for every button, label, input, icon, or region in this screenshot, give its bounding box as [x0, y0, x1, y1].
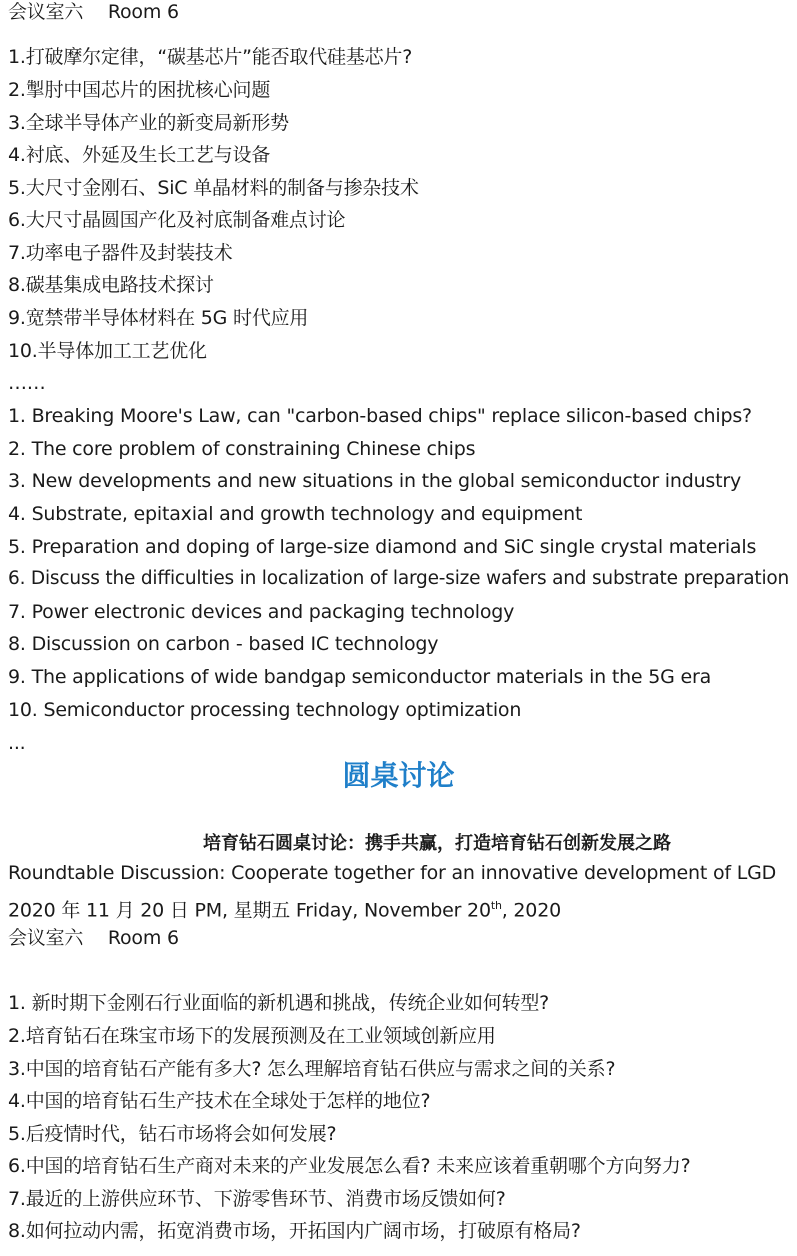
list-item: 6. Discuss the difficulties in localization of large-size wafers and substrate preparation	[8, 568, 790, 589]
date-year: , 2020	[501, 899, 561, 922]
list-item: 6.大尺寸晶圆国产化及衬底制备难点讨论	[8, 209, 346, 231]
list-item: 5.后疫情时代，钻石市场将会如何发展?	[8, 1123, 337, 1145]
list-item: 6.中国的培育钻石生产商对未来的产业发展怎么看? 未来应该着重朝哪个方向努力?	[8, 1155, 691, 1177]
section-heading: 圆桌讨论	[342, 759, 455, 792]
list-item: 4.中国的培育钻石生产技术在全球处于怎样的地位?	[8, 1090, 431, 1112]
list-item: 1. Breaking Moore's Law, can "carbon-based chips" replace silicon-based chips?	[8, 405, 752, 427]
list-item: 8. Discussion on carbon - based IC technology	[8, 633, 439, 655]
list-item: 4. Substrate, epitaxial and growth technology and equipment	[8, 503, 583, 525]
list-item: 1.打破摩尔定律，“碳基芯片”能否取代硅基芯片?	[8, 46, 413, 68]
roundtable-title-cn: 培育钻石圆桌讨论：携手共赢，打造培育钻石创新发展之路	[203, 833, 671, 854]
date-ordinal: th	[490, 899, 502, 912]
list-item: 7.功率电子器件及封装技术	[8, 242, 233, 264]
list-item: 3.全球半导体产业的新变局新形势	[8, 112, 289, 134]
list-item: 10. Semiconductor processing technology optimization	[8, 699, 522, 721]
roundtable-room: 会议室六 Room 6	[8, 927, 179, 949]
list-item: 1. 新时期下金刚石行业面临的新机遇和挑战，传统企业如何转型?	[8, 992, 550, 1014]
list-item: 5.大尺寸金刚石、SiC 单晶材料的制备与掺杂技术	[8, 177, 419, 199]
list-item: 7. Power electronic devices and packaging technology	[8, 601, 515, 623]
list-item: 8.碳基集成电路技术探讨	[8, 274, 214, 296]
list-item: 2.掣肘中国芯片的困扰核心问题	[8, 79, 271, 101]
list-item: 2. The core problem of constraining Chinese chips	[8, 438, 476, 460]
list-item: 9. The applications of wide bandgap semiconductor materials in the 5G era	[8, 666, 712, 688]
list-item: 4.衬底、外延及生长工艺与设备	[8, 144, 271, 166]
en-ellipsis: ...	[8, 732, 26, 754]
list-item: 8.如何拉动内需，拓宽消费市场，开拓国内广阔市场，打破原有格局?	[8, 1220, 581, 1242]
cn-ellipsis: ……	[8, 372, 46, 394]
list-item: 5. Preparation and doping of large-size diamond and SiC single crystal materials	[8, 536, 757, 558]
roundtable-title-en: Roundtable Discussion: Cooperate together for an innovative development of LGD	[8, 862, 777, 884]
roundtable-date	[8, 894, 561, 922]
list-item: 10.半导体加工工艺优化	[8, 340, 207, 362]
date-text: 2020 年 11 月 20 日 PM, 星期五 Friday, November 20	[8, 899, 491, 922]
list-item: 2.培育钻石在珠宝市场下的发展预测及在工业领域创新应用	[8, 1025, 496, 1047]
list-item: 3.中国的培育钻石产能有多大? 怎么理解培育钻石供应与需求之间的关系?	[8, 1058, 616, 1080]
list-item: 9.宽禁带半导体材料在 5G 时代应用	[8, 307, 309, 329]
top-room-line: 会议室六 Room 6	[8, 1, 179, 23]
list-item: 3. New developments and new situations in the global semiconductor industry	[8, 470, 742, 492]
list-item: 7.最近的上游供应环节、下游零售环节、消费市场反馈如何?	[8, 1188, 506, 1210]
